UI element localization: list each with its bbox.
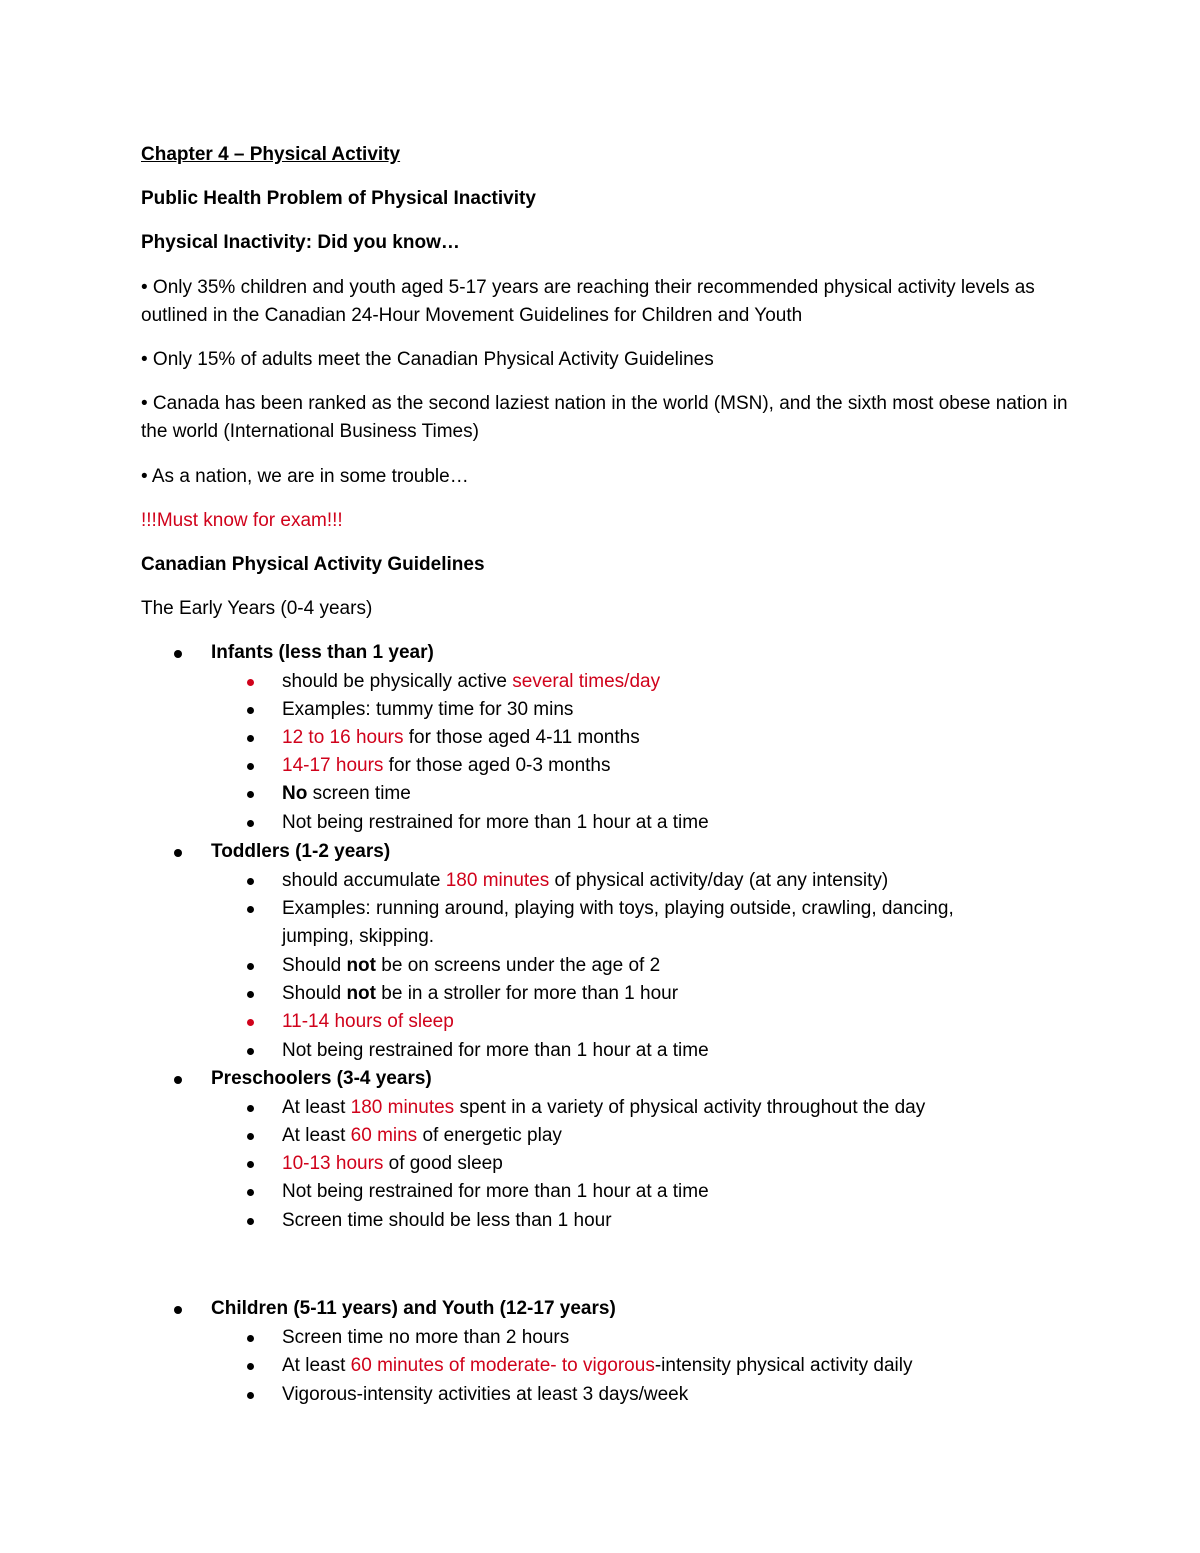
- list-item: [244, 724, 1004, 752]
- list-item: [244, 1352, 1004, 1380]
- bullet-icon: [174, 1076, 182, 1084]
- item-emphasis: 12 to 16 hours: [282, 727, 404, 748]
- item-text: Not being restrained for more than 1 hour at a time: [282, 1181, 709, 1202]
- list-item: [244, 1122, 1004, 1150]
- list-item: [244, 1008, 1004, 1036]
- group-label: Preschoolers (3-4 years): [211, 1068, 432, 1089]
- item-text: screen time: [307, 783, 411, 804]
- bullet-icon: [247, 735, 254, 742]
- list-item: [244, 752, 1004, 780]
- fact-paragraph: • As a nation, we are in some trouble…: [141, 466, 469, 487]
- item-text: Examples: tummy time for 30 mins: [282, 699, 574, 720]
- list-item: [244, 1207, 1004, 1235]
- heading-public-health: Public Health Problem of Physical Inactivity: [141, 188, 536, 209]
- item-emphasis: 180 minutes: [445, 870, 550, 891]
- early-years-label: The Early Years (0-4 years): [141, 598, 373, 619]
- item-text: spent in a variety of physical activity throughout the day: [454, 1097, 926, 1118]
- item-text: should be physically active: [282, 671, 513, 692]
- bullet-icon: [174, 849, 182, 857]
- item-text: of good sleep: [383, 1153, 503, 1174]
- item-text: for those aged 4-11 months: [403, 727, 640, 748]
- list-item: [244, 1150, 1004, 1178]
- list-item: [244, 1037, 1004, 1065]
- list-item: [244, 1178, 1004, 1206]
- item-emphasis: 180 minutes: [350, 1097, 455, 1118]
- list-item: [244, 895, 1004, 951]
- bullet-icon: [247, 1105, 254, 1112]
- group-children-youth: [174, 1295, 1054, 1323]
- item-bold: not: [346, 955, 376, 976]
- item-emphasis: 14-17 hours: [282, 755, 384, 776]
- item-text: be in a stroller for more than 1 hour: [376, 983, 679, 1004]
- bullet-icon: [247, 763, 254, 770]
- item-text: Not being restrained for more than 1 hour at a time: [282, 812, 709, 833]
- item-text: Vigorous-intensity activities at least 3 days/week: [282, 1384, 689, 1405]
- item-text: of physical activity/day (at any intensity): [549, 870, 889, 891]
- item-text: At least: [282, 1097, 351, 1118]
- item-bold: No: [282, 783, 308, 804]
- item-emphasis: 60 mins: [350, 1125, 418, 1146]
- item-text: At least: [282, 1125, 351, 1146]
- group-toddlers: [174, 838, 1054, 866]
- item-emphasis: 60 minutes of moderate- to vigorous: [350, 1355, 655, 1376]
- bullet-icon: [174, 1306, 182, 1314]
- item-text: Should: [282, 983, 347, 1004]
- list-item: [244, 1094, 1004, 1122]
- group-label: Toddlers (1-2 years): [211, 841, 391, 862]
- bullet-icon: [247, 1161, 254, 1168]
- group-infants: [174, 639, 1054, 667]
- item-text: Examples: running around, playing with toys, playing outside, crawling, dancing, jumping, skipping.: [282, 898, 954, 947]
- list-item: [244, 668, 1004, 696]
- bullet-icon: [247, 791, 254, 798]
- item-text: of energetic play: [417, 1125, 562, 1146]
- list-item: [244, 1381, 1004, 1409]
- bullet-icon: [247, 1189, 254, 1196]
- bullet-icon: [247, 1218, 254, 1225]
- item-text: Not being restrained for more than 1 hour at a time: [282, 1040, 709, 1061]
- list-item: [244, 780, 1004, 808]
- item-text: should accumulate: [282, 870, 446, 891]
- item-emphasis: 10-13 hours: [282, 1153, 384, 1174]
- fact-paragraph: • Only 15% of adults meet the Canadian Physical Activity Guidelines: [141, 349, 714, 370]
- bullet-icon: [247, 1363, 254, 1370]
- fact-paragraph: • Canada has been ranked as the second laziest nation in the world (MSN), and the sixth most obese nation in the world (International Business Times): [141, 393, 1068, 442]
- bullet-icon: [174, 650, 182, 658]
- bullet-icon: [247, 1392, 254, 1399]
- bullet-icon: [247, 707, 254, 714]
- group-preschoolers: [174, 1065, 1054, 1093]
- list-item: [244, 696, 1004, 724]
- bullet-icon: [247, 878, 254, 885]
- chapter-title: Chapter 4 – Physical Activity: [141, 144, 401, 165]
- item-text: for those aged 0-3 months: [383, 755, 611, 776]
- bullet-icon: [247, 1335, 254, 1342]
- bullet-icon: [247, 963, 254, 970]
- item-text: Screen time no more than 2 hours: [282, 1327, 570, 1348]
- item-text: Screen time should be less than 1 hour: [282, 1210, 612, 1231]
- bullet-icon: [247, 679, 254, 686]
- list-item: [244, 980, 1004, 1008]
- item-emphasis: 11-14 hours of sleep: [282, 1011, 454, 1032]
- list-item: [244, 1324, 1004, 1352]
- bullet-icon: [247, 820, 254, 827]
- item-text: At least: [282, 1355, 351, 1376]
- heading-did-you-know: Physical Inactivity: Did you know…: [141, 232, 460, 253]
- bullet-icon: [247, 1133, 254, 1140]
- fact-paragraph: • Only 35% children and youth aged 5-17 years are reaching their recommended physical activity levels as outlined in the Canadian 24-Hour Movement Guidelines for Children and Youth: [141, 277, 1035, 326]
- item-emphasis: several times/day: [512, 671, 661, 692]
- list-item: [244, 809, 1004, 837]
- item-bold: not: [346, 983, 376, 1004]
- item-text: -intensity physical activity daily: [654, 1355, 913, 1376]
- list-item: [244, 952, 1004, 980]
- guidelines-heading: Canadian Physical Activity Guidelines: [141, 554, 485, 575]
- bullet-icon: [247, 906, 254, 913]
- group-label: Children (5-11 years) and Youth (12-17 years): [211, 1298, 616, 1319]
- exam-note: !!!Must know for exam!!!: [141, 510, 343, 531]
- list-item: [244, 867, 1004, 895]
- group-label: Infants (less than 1 year): [211, 642, 434, 663]
- item-text: Should: [282, 955, 347, 976]
- bullet-icon: [247, 1048, 254, 1055]
- bullet-icon: [247, 1019, 254, 1026]
- item-text: be on screens under the age of 2: [376, 955, 661, 976]
- bullet-icon: [247, 991, 254, 998]
